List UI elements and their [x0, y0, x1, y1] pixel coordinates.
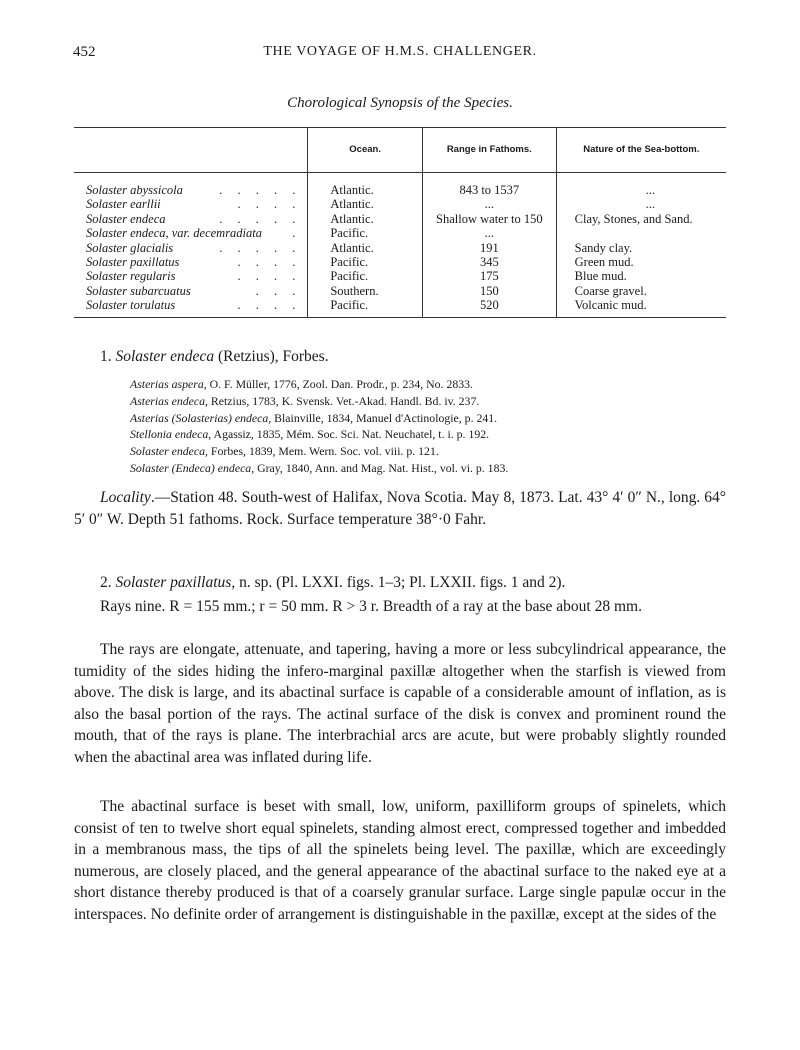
page-number: 452 — [73, 44, 96, 60]
species-name: Solaster abyssicola . . . . . — [86, 183, 302, 197]
section-number: 1. — [100, 348, 112, 365]
range-cell: 843 to 1537 — [422, 183, 556, 197]
table-row — [74, 255, 726, 269]
bottom-cell: Clay, Stones, and Sand. — [556, 212, 726, 226]
table-header-species — [74, 128, 308, 173]
bottom-cell: Volcanic mud. — [556, 298, 726, 317]
bottom-cell: ... — [556, 197, 726, 211]
rays-measurement-line: Rays nine. R = 155 mm.; r = 50 mm. R > 3 r. Breadth of a ray at the base about 28 mm. — [100, 598, 642, 615]
table-row — [74, 226, 726, 240]
synonymy-list — [130, 376, 508, 477]
bottom-cell: Coarse gravel. — [556, 284, 726, 298]
species-name: Solaster earllii . . . . — [86, 197, 302, 212]
species-authority: , n. sp. (Pl. LXXI. figs. 1–3; Pl. LXXII. figs. 1 and 2). — [231, 574, 566, 591]
synonymy-entry: Asterias endeca, Retzius, 1783, K. Svensk. Vet.-Akad. Handl. Bd. iv. 237. — [130, 393, 480, 408]
table-header-bottom: Nature of the Sea-bottom. — [556, 128, 726, 173]
ocean-cell: Atlantic. — [308, 197, 423, 211]
range-cell: 520 — [422, 298, 556, 317]
description-paragraph-1: The rays are elongate, attenuate, and tapering, having a more or less subcylindrical appearance, the tumidity of the sides hiding the infero-marginal paxillæ altogether when the starfish is viewed from above. The disk is large, and its abactinal surface is capable of a considerable amount of inflation, as is also the basal portion of the rays. The actinal surface of the disk is convex and prominent round the mouth, that of the rays is plane. The interbrachial arcs are acute, but were probably slightly rounded when the abactinal area was inflated during life. — [74, 641, 726, 766]
species-name: Solaster endeca, var. decemradiata . — [86, 226, 302, 241]
species-name: Solaster subarcuatus . . . — [86, 283, 302, 298]
ocean-cell: Pacific. — [308, 298, 423, 317]
synonymy-entry: Stellonia endeca, Agassiz, 1835, Mém. Soc. Sci. Nat. Neuchatel, t. i. p. 192. — [130, 427, 490, 442]
range-cell: 175 — [422, 269, 556, 283]
synonymy-entry: Asterias (Solasterias) endeca, Blainville, 1834, Manuel d'Actinologie, p. 241. — [130, 410, 498, 425]
ocean-cell: Pacific. — [308, 255, 423, 269]
range-cell: Shallow water to 150 — [422, 212, 556, 226]
table-caption: Chorological Synopsis of the Species. — [287, 95, 513, 111]
section-number: 2. — [100, 574, 112, 591]
table-row — [74, 197, 726, 211]
section-heading-solaster-paxillatus — [100, 572, 565, 594]
section-heading-solaster-endeca — [100, 346, 329, 368]
species-name: Solaster paxillatus . . . . — [86, 255, 302, 270]
species-authority: (Retzius), Forbes. — [217, 348, 329, 365]
ocean-cell: Pacific. — [308, 269, 423, 283]
synonymy-entry: Asterias aspera, O. F. Müller, 1776, Zool. Dan. Prodr., p. 234, No. 2833. — [130, 377, 473, 391]
synonymy-entry: Solaster endeca, Forbes, 1839, Mem. Wern. Soc. vol. viii. p. 121. — [130, 444, 439, 459]
ocean-cell: Southern. — [308, 284, 423, 298]
locality-label: Locality — [100, 489, 151, 506]
ocean-cell: Pacific. — [308, 226, 423, 240]
bottom-cell: ... — [556, 183, 726, 197]
bottom-cell: Green mud. — [556, 255, 726, 269]
table-header-range: Range in Fathoms. — [422, 128, 556, 173]
table-row — [74, 183, 726, 197]
synonymy-entry: Solaster (Endeca) endeca, Gray, 1840, Ann. and Mag. Nat. Hist., vol. vi. p. 183. — [130, 460, 509, 475]
ocean-cell: Atlantic. — [308, 212, 423, 226]
species-title: Solaster paxillatus — [115, 574, 232, 591]
range-cell: 150 — [422, 284, 556, 298]
species-title: Solaster endeca — [115, 348, 215, 365]
species-name: Solaster endeca . . . . . — [86, 211, 302, 226]
ocean-cell: Atlantic. — [308, 241, 423, 255]
range-cell: ... — [422, 226, 556, 240]
table-row — [74, 241, 726, 255]
species-name: Solaster torulatus . . . . — [74, 298, 308, 317]
table-header-ocean: Ocean. — [308, 128, 423, 173]
bottom-cell: Blue mud. — [556, 269, 726, 283]
range-cell: 191 — [422, 241, 556, 255]
species-name: Solaster regularis . . . . — [86, 269, 302, 284]
table-row — [74, 269, 726, 283]
ocean-cell: Atlantic. — [308, 183, 423, 197]
table-header-row — [74, 128, 726, 173]
locality-paragraph — [74, 487, 726, 530]
bottom-cell — [556, 226, 726, 240]
chorological-synopsis-table — [74, 127, 726, 318]
range-cell: ... — [422, 197, 556, 211]
table-row — [74, 212, 726, 226]
description-paragraph-2: The abactinal surface is beset with small, low, uniform, paxilliform groups of spinelets, which consist of ten to twelve short equal spinelets, standing almost erect, compressed together and imbedded in a membranous mass, the tips of all the spinelets being level. The paxillæ, which are exceedingly numerous, are closely placed, and the general appearance of the abactinal surface to the naked eye at a short distance thereby produced is that of a coarsely granular surface. Large single papulæ occur in the interspaces. No definite order of arrangement is distinguishable in the paxillæ, except at the sides of the — [74, 798, 726, 923]
table-row — [74, 298, 726, 317]
running-title: THE VOYAGE OF H.M.S. CHALLENGER. — [263, 44, 537, 59]
table-row — [74, 284, 726, 298]
species-name: Solaster glacialis . . . . . — [86, 240, 302, 255]
range-cell: 345 — [422, 255, 556, 269]
bottom-cell: Sandy clay. — [556, 241, 726, 255]
locality-text: .—Station 48. South-west of Halifax, Nova Scotia. May 8, 1873. Lat. 43° 4′ 0″ N., long. 64° 5′ 0″ W. Depth 51 fathoms. Rock. Surface temperature 38°·0 Fahr. — [74, 489, 726, 528]
